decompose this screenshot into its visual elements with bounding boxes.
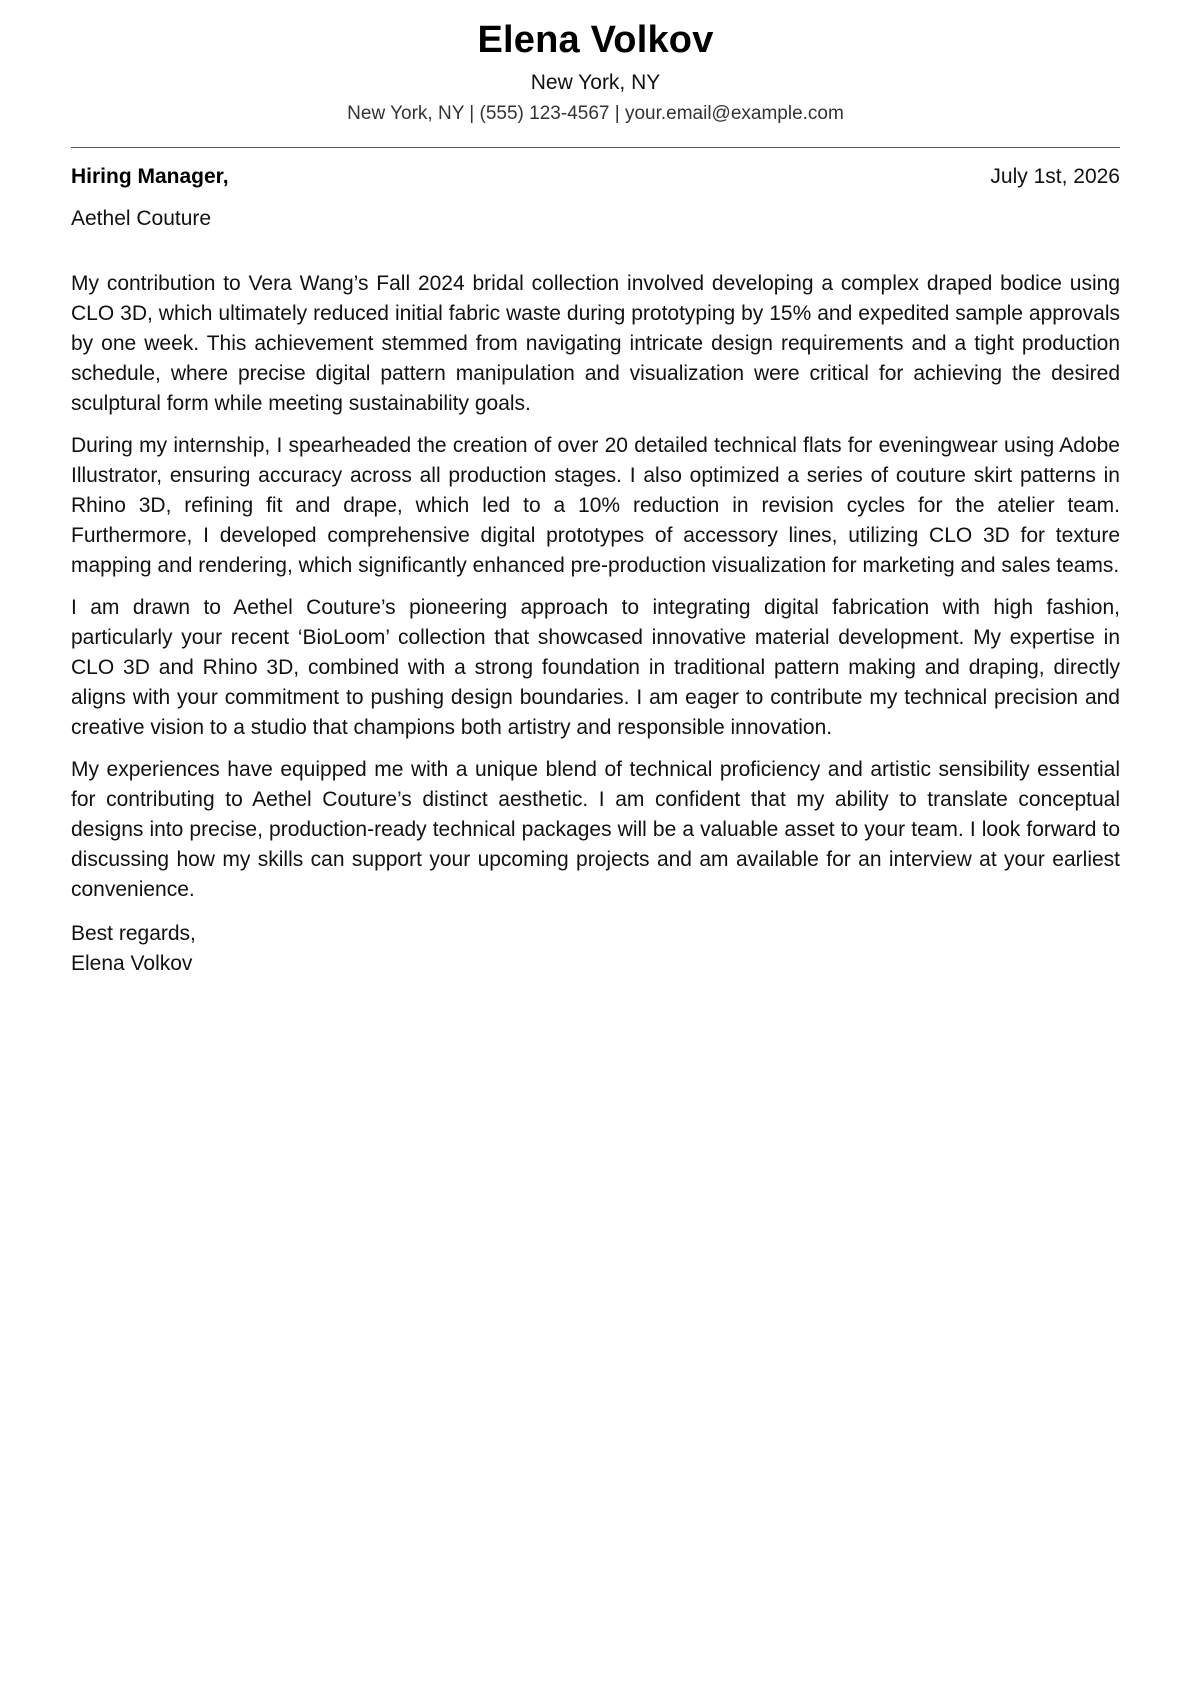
body-paragraph-2: During my internship, I spearheaded the creation of over 20 detailed technical flats for eveningwear using Adobe Illustrator, ensuring accuracy across all production stages. I also optimized a series of couture skirt patterns in Rhino 3D, refining fit and drape, which led to a 10% reduction in revision cycles for the atelier team. Furthermore, I developed comprehensive digital prototypes of accessory lines, utilizing CLO 3D for texture mapping and rendering, which significantly enhanced pre-production visualization for marketing and sales teams. <box>71 434 1120 577</box>
header-divider <box>71 147 1120 148</box>
body-paragraph-3: I am drawn to Aethel Couture’s pioneering approach to integrating digital fabrication with high fashion, particularly your recent ‘BioLoom’ collection that showcased innovative material development. My expertise in CLO 3D and Rhino 3D, combined with a strong foundation in traditional pattern making and draping, directly aligns with your commitment to pushing design boundaries. I am eager to contribute my technical precision and creative vision to a studio that champions both artistry and responsible innovation. <box>71 596 1120 739</box>
letter-date: July 1st, 2026 <box>990 165 1120 188</box>
body-paragraph-4: My experiences have equipped me with a unique blend of technical proficiency and artistic sensibility essential for contributing to Aethel Couture’s distinct aesthetic. I am confident that my ability to translate conceptual designs into precise, production-ready technical packages will be a valuable asset to your team. I look forward to discussing how my skills can support your upcoming projects and am available for an interview at your earliest convenience. <box>71 758 1120 901</box>
letter-body <box>71 269 1120 905</box>
signature-name: Elena Volkov <box>71 952 193 975</box>
cover-letter-page <box>71 0 1120 979</box>
contact-line: New York, NY | (555) 123-4567 | your.email@example.com <box>347 103 844 124</box>
applicant-name: Elena Volkov <box>477 19 714 61</box>
letter-header <box>71 0 1120 127</box>
company-name: Aethel Couture <box>71 207 212 230</box>
closing-phrase: Best regards, <box>71 922 196 945</box>
applicant-location: New York, NY <box>530 71 661 94</box>
body-paragraph-1: My contribution to Vera Wang’s Fall 2024 bridal collection involved developing a complex draped bodice using CLO 3D, which ultimately reduced initial fabric waste during prototyping by 15% and expedited sample approvals by one week. This achievement stemmed from navigating intricate design requirements and a tight production schedule, where precise digital pattern manipulation and visualization were critical for achieving the desired sculptural form while meeting sustainability goals. <box>71 272 1120 415</box>
recipient-date-row <box>71 163 1120 191</box>
letter-closing <box>71 919 1120 979</box>
recipient: Hiring Manager, <box>71 165 229 188</box>
